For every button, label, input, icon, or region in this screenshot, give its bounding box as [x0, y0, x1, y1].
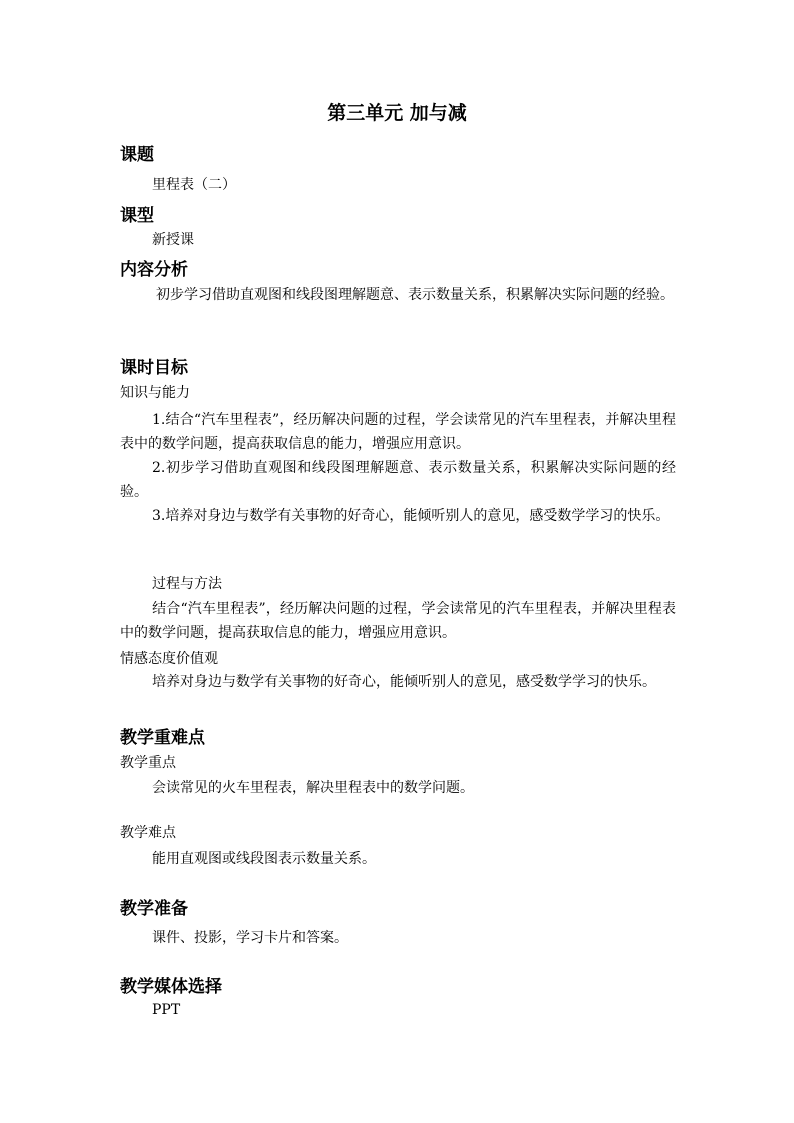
goal-3-paragraph [120, 504, 676, 528]
keypoints-heading: 教学重难点 [120, 728, 205, 748]
prep-heading: 教学准备 [120, 899, 188, 919]
attitude-paragraph [120, 670, 676, 694]
difficult-text: 能用直观图或线段图表示数量关系。 [152, 851, 376, 867]
key-text: 会读常见的火车里程表，解决里程表中的数学问题。 [152, 780, 474, 796]
knowledge-heading: 知识与能力 [120, 385, 190, 401]
topic-value: 里程表（二） [152, 177, 236, 193]
goal-3-text: 3.培养对身边与数学有关事物的好奇心，能倾听别人的意见，感受数学学习的快乐。 [152, 508, 670, 524]
goal-1-text: 1.结合“汽车里程表”，经历解决问题的过程，学会读常见的汽车里程表，并解决里程表中的数学问题，提高获取信息的能力，增强应用意识。 [120, 412, 676, 452]
process-paragraph [120, 597, 676, 645]
goal-1-paragraph [120, 408, 676, 456]
topic-heading: 课题 [120, 145, 154, 165]
goals-heading: 课时目标 [120, 358, 188, 378]
attitude-heading: 情感态度价值观 [120, 651, 218, 667]
analysis-paragraph [120, 283, 676, 307]
difficult-heading: 教学难点 [120, 825, 176, 841]
process-text: 结合“汽车里程表”，经历解决问题的过程，学会读常见的汽车里程表，并解决里程表中的数学问题，提高获取信息的能力，增强应用意识。 [120, 601, 676, 641]
goal-2-paragraph [120, 456, 676, 504]
process-heading: 过程与方法 [152, 576, 222, 592]
prep-text: 课件、投影，学习卡片和答案。 [152, 930, 348, 946]
goal-2-text: 2.初步学习借助直观图和线段图理解题意、表示数量关系，积累解决实际问题的经验。 [120, 460, 676, 500]
type-heading: 课型 [120, 206, 154, 226]
analysis-heading: 内容分析 [120, 260, 188, 280]
media-text: PPT [152, 1002, 181, 1018]
attitude-text: 培养对身边与数学有关事物的好奇心，能倾听别人的意见，感受数学学习的快乐。 [152, 674, 656, 690]
key-heading: 教学重点 [120, 755, 176, 771]
analysis-text: 初步学习借助直观图和线段图理解题意、表示数量关系，积累解决实际问题的经验。 [156, 287, 674, 303]
type-value: 新授课 [152, 232, 194, 248]
document-title: 第三单元 加与减 [327, 102, 467, 124]
media-heading: 教学媒体选择 [120, 977, 222, 997]
